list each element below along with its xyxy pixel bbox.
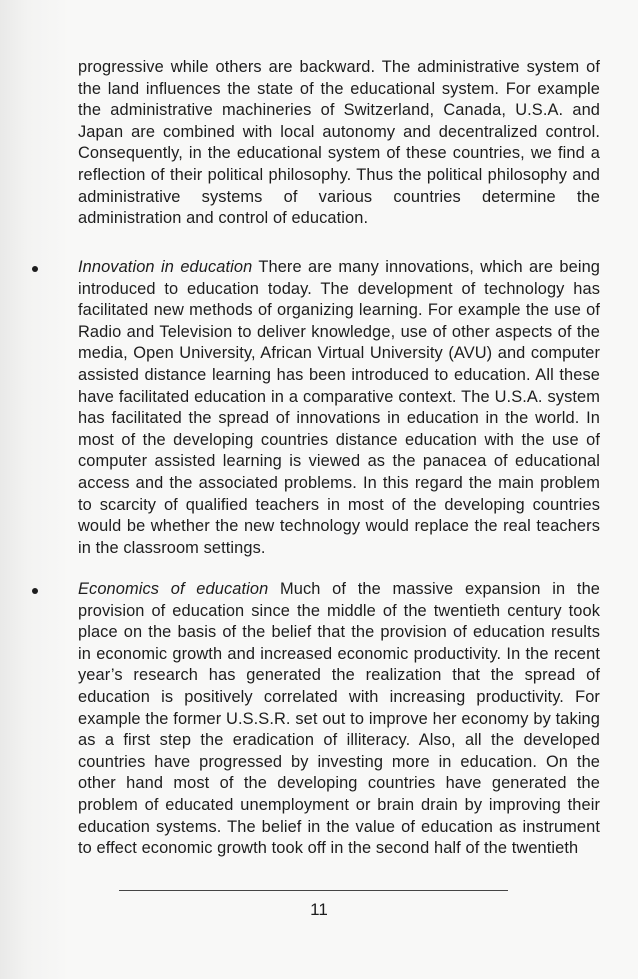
bullet-dot-icon <box>32 266 38 272</box>
bullet-text-economics: Much of the massive expansion in the provision of education since the middle of the twentieth century took place on the basis of the belief that the provision of education results in economic growth and increased economic productivity. In the recent year’s research has generated the realization that the spread of education is positively correlated with increasing productivity. For example the former U.S.S.R. set out to improve her economy by taking as a first step the eradication of illiteracy. Also, all the developed countries have progressed by investing more in education. On the other hand most of the developing countries have generated the problem of educated unemployment or brain drain by improving their education systems. The belief in the value of education as instrument to effect economic growth took off in the second half of the twentieth <box>78 580 600 858</box>
bullet-item-innovation <box>78 257 600 559</box>
bullet-term-economics: Economics of education <box>78 580 269 598</box>
page-number: 11 <box>310 900 328 919</box>
bullet-dot-icon <box>32 588 38 594</box>
bullet-text-innovation: There are many innovations, which are being introduced to education today. The development of technology has facilitated new methods of organizing learning. For example the use of Radio and Television to deliver knowledge, use of other aspects of the media, Open University, African Virtual University (AVU) and computer assisted distance learning has been introduced to education. All these have facilitated education in a comparative context. The U.S.A. system has facilitated the spread of innovations in education in the world. In most of the developing countries distance education with the use of computer assisted learning is viewed as the panacea of educational access and the associated problems. In this regard the main problem to scarcity of qualified teachers in most of the developing countries would be whether the new technology would replace the real teachers in the classroom settings. <box>78 258 601 557</box>
bullet-term-innovation: Innovation in education <box>78 258 253 276</box>
footer-divider <box>119 890 508 891</box>
bullet-item-economics <box>78 579 600 860</box>
continuation-paragraph: progressive while others are backward. The administrative system of the land influences the state of the educational system. For example the administrative machineries of Switzerland, Canada, U.S.A. and Japan are combined with local autonomy and decentralized control. Consequently, in the educational system of these countries, we find a reflection of their political philosophy. Thus the political philosophy and administrative systems of various countries determine the administration and control of education. <box>78 58 600 228</box>
